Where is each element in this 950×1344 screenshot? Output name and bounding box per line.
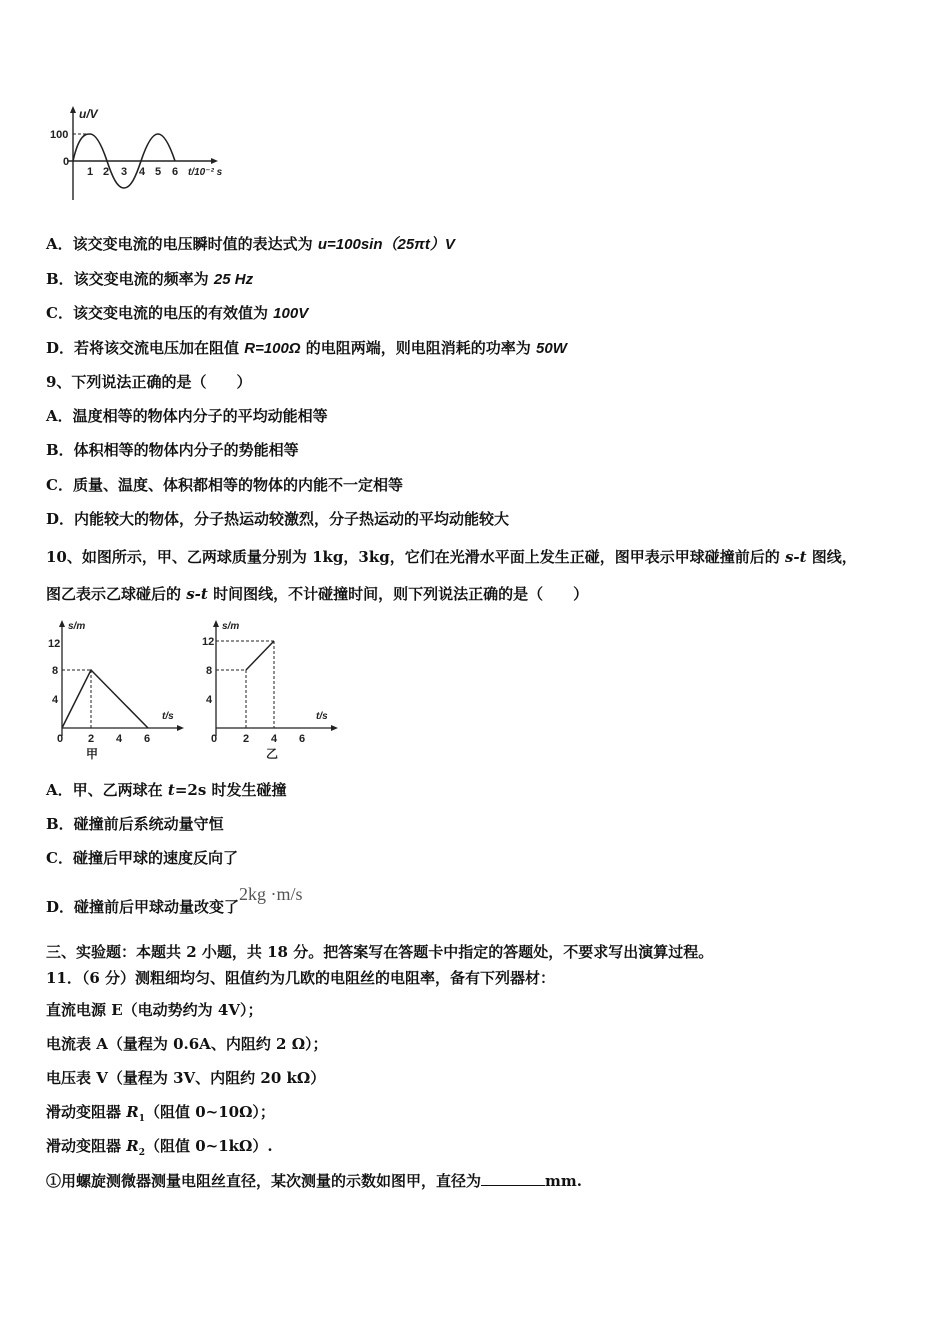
jia-x-tick-6: 6 <box>144 733 151 745</box>
yi-caption: 乙 <box>266 747 279 760</box>
answer-blank[interactable] <box>481 1171 545 1186</box>
y-axis-label: u/V <box>79 107 98 121</box>
q9-option-b: B．体积相等的物体内分子的势能相等 <box>46 441 299 459</box>
q11-step-1: ①用螺旋测微器测量电阻丝直径，某次测量的示数如图甲，直径为 mm. <box>46 1172 582 1190</box>
y-tick-100: 100 <box>50 129 69 141</box>
x-tick-5: 5 <box>155 166 162 178</box>
x-tick-3: 3 <box>121 166 128 178</box>
voltage-wave-figure <box>46 104 236 204</box>
equipment-5: 滑动变阻器 $R_2$（阻值 0~1kΩ）. <box>46 1137 273 1158</box>
q11-stem: 11．（6 分）测粗细均匀、阻值约为几欧的电阻丝的电阻率，备有下列器材： <box>46 969 556 987</box>
q8-option-b-value: 25 Hz <box>213 271 254 288</box>
q10-st-1: s-t <box>784 548 807 566</box>
q8-option-b <box>46 269 253 290</box>
q8-option-a-text: A．该交变电流的电压瞬时值的表达式为 <box>46 235 318 253</box>
q10-st-2: s-t <box>186 585 208 603</box>
jia-x-tick-0: 0 <box>57 733 64 745</box>
q10-stem-line1: 10、如图所示，甲、乙两球质量分别为 1kg，3kg，它们在光滑水平面上发生正碰，图甲表示甲球碰撞前后的 s-t 图线， <box>46 548 857 566</box>
q9-option-d: D．内能较大的物体，分子热运动较激烈，分子热运动的平均动能较大 <box>46 510 510 528</box>
jia-y-tick-8: 8 <box>52 665 59 677</box>
jia-x-tick-4: 4 <box>116 733 123 745</box>
x-tick-4: 4 <box>139 166 146 178</box>
origin-label: 0 <box>63 156 70 168</box>
q10-option-c: C．碰撞后甲球的速度反向了 <box>46 849 238 867</box>
jia-line <box>62 670 148 728</box>
jia-y-label: s/m <box>68 621 86 632</box>
q8-option-d-resistance: R=100Ω <box>244 340 301 357</box>
yi-y-tick-12: 12 <box>202 636 215 648</box>
jia-y-tick-4: 4 <box>52 694 59 706</box>
q8-option-a-formula: u=100sin（25πt）V <box>317 236 455 253</box>
yi-x-label: t/s <box>316 711 328 722</box>
yi-x-tick-0: 0 <box>211 733 218 745</box>
equipment-4: 滑动变阻器 $R_1$（阻值 0~10Ω）； <box>46 1103 275 1124</box>
q8-option-a <box>46 234 455 255</box>
equipment-1: 直流电源 E（电动势约为 4V）； <box>46 1001 263 1019</box>
jia-x-label: t/s <box>162 711 174 722</box>
q8-option-c-text: C．该交变电流的电压的有效值为 <box>46 304 274 322</box>
equipment-3: 电压表 V（量程为 3V、内阻约 20 kΩ） <box>46 1069 326 1087</box>
x-tick-6: 6 <box>172 166 179 178</box>
jia-caption: 甲 <box>86 747 99 760</box>
q8-option-d <box>46 338 567 359</box>
q8-option-c <box>46 303 308 324</box>
section3-heading: 三、实验题：本题共 2 小题，共 18 分。把答案写在答题卡中指定的答题处，不要求写出演算过程。 <box>46 943 714 961</box>
q8-option-c-value: 100V <box>273 305 309 322</box>
jia-x-tick-2: 2 <box>88 733 95 745</box>
x-axis-label: t/10⁻² s <box>188 167 223 178</box>
q8-option-b-text: B．该交变电流的频率为 <box>46 270 214 288</box>
q10-option-a: A．甲、乙两球在 t=2s 时发生碰撞 <box>46 781 287 799</box>
q9-stem: 9、下列说法正确的是（ ） <box>46 373 252 391</box>
yi-x-tick-4: 4 <box>271 733 278 745</box>
yi-y-tick-8: 8 <box>206 665 213 677</box>
q8-option-d-value: 50W <box>536 340 567 357</box>
q9-option-a: A．温度相等的物体内分子的平均动能相等 <box>46 407 328 425</box>
x-tick-2: 2 <box>103 166 110 178</box>
yi-x-tick-2: 2 <box>243 733 250 745</box>
graph-jia <box>46 618 186 760</box>
jia-y-tick-12: 12 <box>48 638 61 650</box>
q10-option-b: B．碰撞前后系统动量守恒 <box>46 815 224 833</box>
q10-option-d: D．碰撞前后甲球动量改变了2kg ·m/s <box>46 884 303 916</box>
yi-y-tick-4: 4 <box>206 694 213 706</box>
yi-line <box>246 641 274 670</box>
equipment-2: 电流表 A（量程为 0.6A、内阻约 2 Ω）； <box>46 1035 328 1053</box>
q10-option-d-unit: 2kg ·m/s <box>239 884 303 904</box>
q9-option-c: C．质量、温度、体积都相等的物体的内能不一定相等 <box>46 476 403 494</box>
yi-y-label: s/m <box>222 621 240 632</box>
x-tick-1: 1 <box>87 166 94 178</box>
q10-stem-line2: 图乙表示乙球碰后的 s-t 时间图线，不计碰撞时间，则下列说法正确的是（ ） <box>46 585 589 603</box>
q8-option-d-mid: 的电阻两端，则电阻消耗的功率为 <box>300 339 537 357</box>
yi-x-tick-6: 6 <box>299 733 306 745</box>
graph-yi <box>200 618 340 760</box>
q8-option-d-text: D．若将该交流电压加在阻值 <box>46 339 245 357</box>
